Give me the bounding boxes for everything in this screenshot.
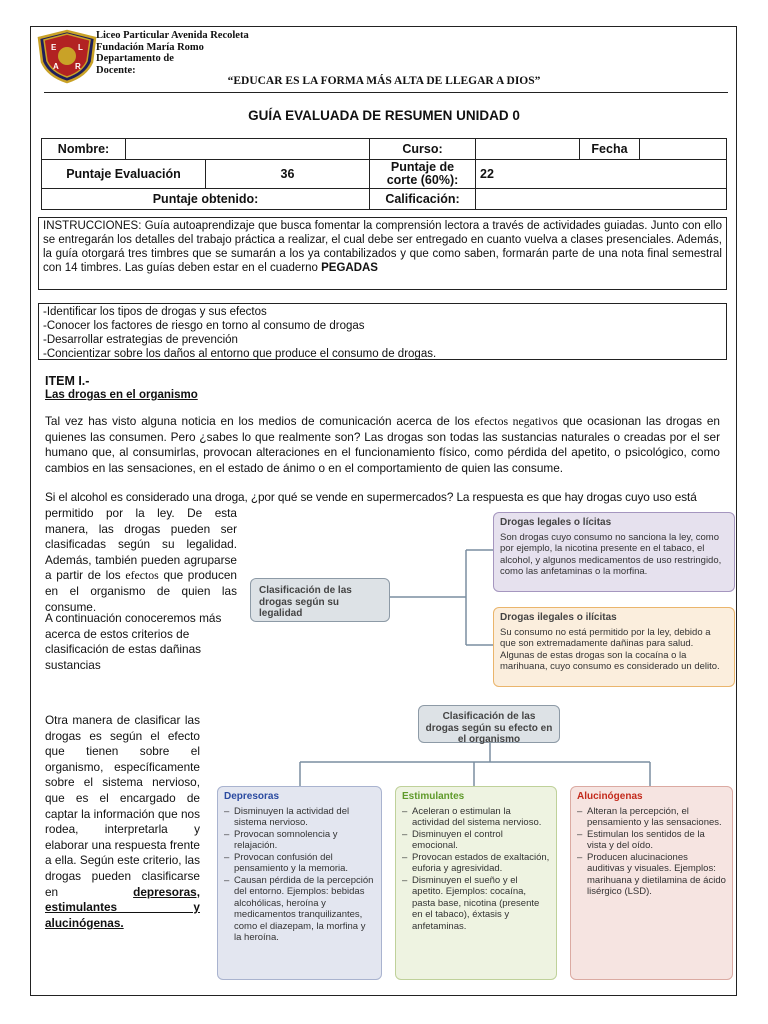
calificacion-field[interactable] [476, 189, 727, 210]
legal-drugs-title: Drogas legales o lícitas [500, 517, 612, 528]
legality-root-node: Clasificación de las drogas según su legalidad [250, 578, 390, 622]
effect-paragraph [45, 713, 200, 931]
criteria-paragraph: A continuación conoceremos más acerca de estos criterios de clasificación de estas dañinas sustancias [45, 611, 222, 672]
calificacion-label: Calificación: [370, 189, 476, 210]
legality-text: permitido por la ley. De esta manera, las drogas pueden ser clasificadas según su legalidad. Además, también pueden agruparse a partir de los [45, 506, 237, 583]
puntaje-evaluacion-value: 36 [206, 160, 370, 189]
objective-item: -Desarrollar estrategias de prevención [43, 334, 238, 346]
estimulantes-item: – Disminuyen el control emocional. [402, 829, 550, 852]
depresoras-item: – Provocan somnolencia y relajación. [224, 829, 375, 852]
nombre-field[interactable] [126, 139, 370, 160]
effect-emphasis: depresoras, estimulantes y alucinógenas. [45, 884, 200, 930]
instructions-emphasis: PEGADAS [321, 262, 378, 274]
alucinogenas-item: – Producen alucinaciones auditivas y visuales. Ejemplos: marihuana y dietilamina de ácido lisérgico (LSD). [577, 852, 726, 898]
item-subtitle: Las drogas en el organismo [45, 389, 198, 401]
estimulantes-card [395, 786, 557, 980]
school-motto: “EDUCAR ES LA FORMA MÁS ALTA DE LLEGAR A DIOS” [227, 75, 541, 87]
illegal-drugs-title: Drogas ilegales o ilícitas [500, 612, 617, 623]
objective-item: -Concientizar sobre los daños al entorno que produce el consumo de drogas. [43, 348, 437, 360]
estimulantes-item: – Disminuyen el sueño y el apetito. Ejemplos: cocaína, pasta base, nicotina (presente en el tabaco), éxtasis y anfetaminas. [402, 875, 550, 933]
estimulantes-item: – Aceleran o estimulan la actividad del sistema nervioso. [402, 806, 550, 829]
legality-paragraph [45, 506, 237, 615]
intro-text-a: Tal vez has visto alguna noticia en los medios de comunicación acerca de los [45, 414, 475, 428]
illegal-drugs-card [493, 607, 735, 687]
alucinogenas-item: – Alteran la percepción, el pensamiento y las sensaciones. [577, 806, 726, 829]
foundation-name: Fundación María Romo [96, 41, 204, 53]
depresoras-title: Depresoras [224, 791, 280, 802]
effect-root-node: Clasificación de las drogas según su efecto en el organismo [418, 705, 560, 743]
legal-drugs-text: Son drogas cuyo consumo no sanciona la ley, como por ejemplo, la nicotina presente en el tabaco, el alcohol, y algunos medicamentos de uso restringido, como las anfetaminas o la morfina. [500, 531, 722, 577]
effect-text: Otra manera de clasificar las drogas es según el efecto que tienen sobre el organismo, específicamente sobre el sistema nervioso, que es el encargado de captar la información que nos rodea, interpretarla y elaborar una respuesta frente a ella. Según este criterio, las drogas pueden clasificarse en [45, 713, 200, 899]
fecha-field[interactable] [640, 139, 727, 160]
header-divider [44, 92, 728, 93]
curso-label: Curso: [370, 139, 476, 160]
school-info [96, 30, 249, 76]
estimulantes-title: Estimulantes [402, 791, 465, 802]
puntaje-obtenido-label: Puntaje obtenido: [42, 189, 370, 210]
legal-drugs-card [493, 512, 735, 592]
objective-item: -Identificar los tipos de drogas y sus efectos [43, 306, 267, 318]
alcohol-question: Si el alcohol es considerado una droga, ¿por qué se vende en supermercados? La respuesta es que hay drogas cuyo uso está [45, 490, 697, 504]
department-line: Departamento de [96, 53, 174, 64]
estimulantes-item: – Provocan estados de exaltación, euforia y agresividad. [402, 852, 550, 875]
legality-text-end: que producen en el organismo de quien las consume. [45, 568, 237, 614]
alucinogenas-item: – Estimulan los sentidos de la vista y del oído. [577, 829, 726, 852]
objective-item: -Conocer los factores de riesgo en torno al consumo de drogas [43, 320, 365, 332]
page-title: GUÍA EVALUADA DE RESUMEN UNIDAD 0 [248, 108, 520, 123]
instructions-text: INSTRUCCIONES: Guía autoaprendizaje que busca fomentar la comprensión lectora a través de actividades guiadas. Junto con ello se entregarán los detalles del trabajo práctica a realizar, el cual debe ser entregado en cuanto vuelva a clases presenciales. Además, la guía otorgará tres timbres que se sumarán a los ya contabilizados y que como saben, formarán parte de una nota final semestral con 14 timbres. Las guías deben estar en el cuaderno [43, 220, 722, 274]
illegal-drugs-text: Su consumo no está permitido por la ley, debido a que son extremadamente dañinas para salud. Algunas de estas drogas son la cocaína o la marihuana, cuyo consumo es considerado un delito. [500, 626, 720, 672]
legality-efectos: efectos [125, 568, 159, 583]
depresoras-item: – Provocan confusión del pensamiento y la memoria. [224, 852, 375, 875]
alucinogenas-title: Alucinógenas [577, 791, 643, 802]
student-info-table [41, 138, 727, 210]
school-name: Liceo Particular Avenida Recoleta [96, 30, 249, 41]
logo-letter-r: R [75, 62, 81, 71]
puntaje-corte-value: 22 [476, 160, 727, 189]
depresoras-item: – Disminuyen la actividad del sistema nervioso. [224, 806, 375, 829]
nombre-label: Nombre: [42, 139, 126, 160]
item-heading: ITEM I.- [45, 374, 90, 388]
logo-letter-l: L [78, 43, 83, 52]
logo-letter-e: E [51, 43, 57, 52]
depresoras-card [217, 786, 382, 980]
teacher-line: Docente: [96, 64, 136, 76]
intro-text-c: que ocasionan las drogas en quienes las consumen. Pero ¿sabes lo que realmente son? Las drogas son todas las sustancias naturales o creadas por el ser humano que, al consumirlas, provocan alteraciones en el funcionamiento físico, como pérdida del apetito, o psicológico, como cambios en las sensaciones, en el estado de ánimo o en el comportamiento de quien las consume. [45, 414, 720, 475]
fecha-label: Fecha [580, 139, 640, 160]
depresoras-item: – Causan pérdida de la percepción del entorno. Ejemplos: bebidas alcohólicas, heroína y medicamentos tranquilizantes, como el diazepam, la morfina y la heroína. [224, 875, 375, 944]
alucinogenas-card [570, 786, 733, 980]
logo-letter-a: A [53, 62, 59, 71]
objectives-box [38, 303, 727, 360]
instructions-box [38, 217, 727, 290]
puntaje-evaluacion-label: Puntaje Evaluación [42, 160, 206, 189]
curso-field[interactable] [476, 139, 580, 160]
intro-paragraph [45, 414, 720, 476]
intro-text-efectos: efectos negativos [474, 414, 558, 428]
puntaje-corte-label: Puntaje de corte (60%): [370, 160, 476, 189]
